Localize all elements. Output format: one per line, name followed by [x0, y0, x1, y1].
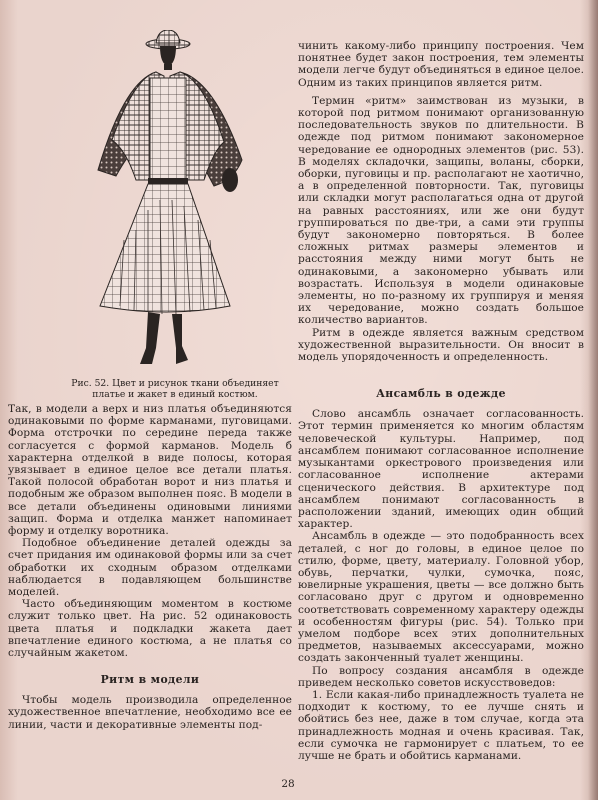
paragraph: Часто объединяющим моментом в костюме служит только цвет. На рис. 52 одинаковость цвета платья и подкладки жакета дает впечатление единого костюма, а не платья со случайным жакетом.	[8, 598, 292, 660]
legs	[140, 312, 188, 364]
paragraph: Термин «ритм» заимствован из музыки, в которой под ритмом понимают организованную последовательность звуков по длительности. В одежде под ритмом понимают закономерное чередование ее однородных элементов (рис. 53). В моделях складочки, защипы, воланы, сборки, оборки, пуговицы и пр. располагают не хаотично, а в определенной повторности. Так, пуговицы или складки могут располагаться одна от другой на равных расстояниях, или же они будут группироваться по две-три, а сами эти группы будут закономерно повторяться. В более сложных ритмах размеры элементов и расстояния между ними могут быть не одинаковыми, а закономерно убывать или возрастать. Используя в модели одинаковые элементы, но по-разному их группируя и меняя их чередование, можно создать большое количество вариантов.	[298, 94, 584, 327]
paragraph: чинить какому-либо принципу построения. Чем понятнее будет закон построения, тем элементы модели легче будут объединяться в единое целое. Одним из таких принципов является ритм.	[298, 40, 584, 89]
paragraph: Слово ансамбль означает согласованность. Этот термин применяется ко многим областям человеческой культуры. Например, под ансамблем понимают согласованное исполнение музыкантами оркестрового произведения или согласованное исполнение актерами сценического действия. В архитектуре под ансамблем понимают согласованность в расположении зданий, имеющих один общий характер.	[298, 408, 584, 531]
section-heading: Ансамбль в одежде	[376, 387, 506, 401]
paragraph: Чтобы модель производила определенное художественное впечатление, необходимо все ее линии, части и декоративные элементы под-	[8, 694, 292, 731]
page-number: 28	[281, 778, 295, 790]
page-edge-shadow	[588, 0, 598, 800]
head	[160, 46, 176, 66]
figure-caption: Рис. 52. Цвет и рисунок ткани объединяет платье и жакет в единый костюм.	[71, 378, 279, 400]
paragraph: Ансамбль в одежде — это подобранность всех деталей, с ног до головы, в единое целое по стилю, форме, цвету, материалу. Головной убор, обувь, перчатки, чулки, сумочка, пояс, ювелирные украшения, цветы — все должно быть согласовано друг с другом и одновременно соответствовать современному характеру одежды и особенностям фигуры (рис. 54). Только при умелом подборе всех этих дополнительных предметов, называемых аксессуарами, можно создать законченный туалет женщины.	[298, 530, 584, 665]
paragraph: По вопросу создания ансамбля в одежде приведем несколько советов искусствоведов:	[298, 664, 584, 689]
section-heading: Ритм в модели	[100, 673, 200, 687]
hat-crown	[156, 30, 180, 43]
glove	[222, 168, 238, 192]
paragraph: 1. Если какая-либо принадлежность туалета не подходит к костюму, то ее лучше снять и обойтись без нее, даже в том случае, когда эта принадлежность модная и очень красивая. Так, если сумочка не гармонирует с платьем, то ее лучше не брать и обойтись карманами.	[298, 688, 584, 762]
paragraph: Так, в модели а верх и низ платья объединяются одинаковыми по форме карманами, пуговицами. Форма отстрочки по середине переда также согласуется с формой карманов. Модель б характерна отделкой в виде полосы, которая увязывает в единое целое все детали платья. Такой полосой обработан ворот и низ платья и подобным же образом выполнен пояс. В модели в все детали объединены одиновыми линиями защип. Форма и отделка манжет напоминает форму и отделку воротника.	[8, 403, 292, 538]
left-column	[8, 403, 292, 731]
paragraph: Ритм в одежде является важным средством художественной выразительности. Он вносит в модель упорядоченность и определенность.	[298, 326, 584, 364]
belt	[148, 178, 188, 184]
paragraph: Подобное объединение деталей одежды за счет придания им одинаковой формы или за счет обработки их сходным образом отделками наблюдается в подавляющем большинстве моделей.	[8, 537, 292, 599]
fashion-illustration	[64, 30, 264, 378]
right-column	[298, 40, 584, 762]
